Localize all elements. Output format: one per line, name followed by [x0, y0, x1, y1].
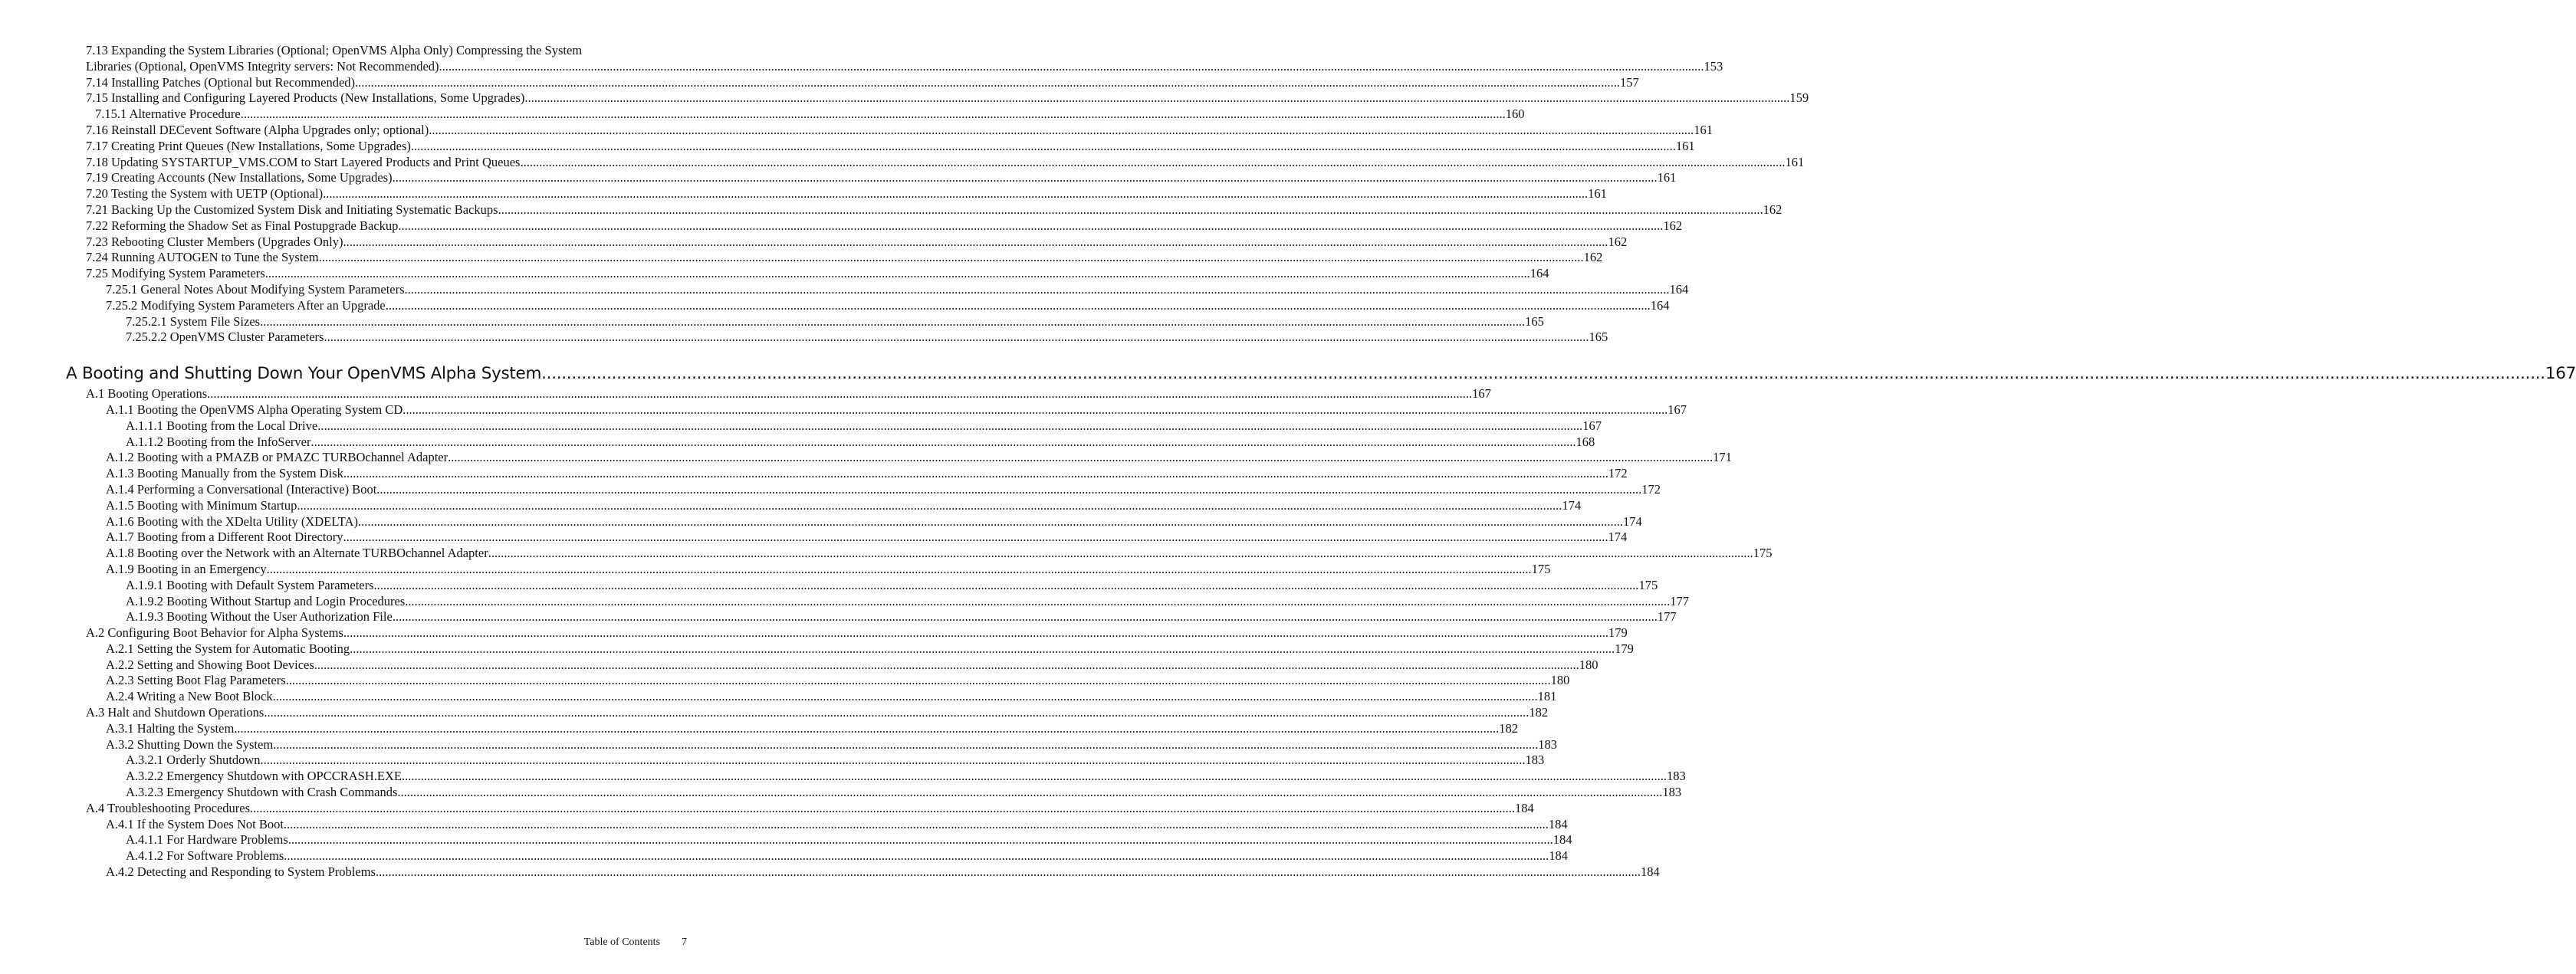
- toc-page-number: 161: [1694, 122, 1713, 137]
- toc-page-number: 184: [1552, 832, 1572, 848]
- toc-entry-text: 7.17 Creating Print Queues (New Installations, Some Upgrades): [86, 138, 411, 153]
- toc-entry[interactable]: [0, 800, 1534, 817]
- toc-page-number: 167: [1668, 402, 1687, 417]
- table-of-contents: [0, 43, 2576, 881]
- toc-page-number: 174: [1608, 530, 1628, 545]
- toc-entry-text: A.1.9.3 Booting Without the User Authorization File: [126, 609, 393, 625]
- toc-entry-text: 7.25.2.1 System File Sizes: [126, 313, 261, 329]
- toc-entry[interactable]: [0, 641, 1634, 658]
- toc-entry-text: A.3.2.3 Emergency Shutdown with Crash Commands: [126, 785, 398, 800]
- toc-chapter-heading[interactable]: [0, 362, 2576, 385]
- toc-entry[interactable]: [0, 418, 1602, 435]
- toc-entry-text: A.1.8 Booting over the Network with an Alternate TURBOchannel Adapter: [106, 546, 488, 561]
- toc-entry-text: A.2.1 Setting the System for Automatic Booting: [106, 641, 350, 656]
- toc-entry-text: A.1.6 Booting with the XDelta Utility (XDELTA): [106, 513, 358, 529]
- toc-entry[interactable]: [0, 266, 1549, 282]
- toc-page-number: 167: [1582, 418, 1602, 433]
- toc-entry-text: 7.13 Expanding the System Libraries (Optional; OpenVMS Alpha Only) Compressing the System: [86, 43, 583, 57]
- toc-entry-text: Libraries (Optional, OpenVMS Integrity servers: Not Recommended): [86, 58, 439, 74]
- toc-page-number: 162: [1663, 218, 1683, 233]
- toc-entry[interactable]: [0, 43, 731, 59]
- toc-page-number: 167: [2545, 364, 2576, 384]
- toc-entry[interactable]: [0, 546, 1773, 562]
- toc-entry-text: A.1.3 Booting Manually from the System Disk: [106, 466, 343, 481]
- toc-entry-text: A.2 Configuring Boot Behavior for Alpha Systems: [86, 625, 343, 641]
- toc-entry[interactable]: [0, 753, 1545, 769]
- toc-entry[interactable]: [0, 481, 1661, 498]
- toc-entry[interactable]: [0, 466, 1628, 482]
- toc-entry[interactable]: [0, 497, 1582, 514]
- toc-entry[interactable]: [0, 186, 1607, 202]
- toc-page-number: 183: [1525, 753, 1545, 768]
- toc-page-number: 184: [1548, 816, 1568, 831]
- toc-entry[interactable]: [0, 138, 1695, 155]
- toc-page-number: 172: [1641, 481, 1661, 497]
- footer-label: Table of Contents: [583, 936, 660, 948]
- toc-entry[interactable]: [0, 450, 1732, 466]
- toc-page-number: 177: [1657, 609, 1677, 625]
- toc-entry-text: 7.20 Testing the System with UETP (Optional): [86, 186, 324, 202]
- toc-page-number: 157: [1620, 74, 1639, 90]
- toc-entry-text: 7.16 Reinstall DECevent Software (Alpha Upgrades only; optional): [86, 122, 429, 137]
- toc-page-number: 182: [1529, 705, 1549, 720]
- toc-entry[interactable]: [0, 673, 1570, 689]
- toc-entry-text: A.1 Booting Operations: [86, 386, 208, 402]
- toc-page-number: 162: [1583, 250, 1603, 265]
- toc-page-number: 181: [1537, 689, 1557, 704]
- toc-entry-text: 7.19 Creating Accounts (New Installations, Some Upgrades): [86, 170, 393, 185]
- toc-entry[interactable]: [0, 736, 1557, 753]
- toc-entry-text: A.4.2 Detecting and Responding to System Problems: [106, 864, 376, 880]
- toc-entry[interactable]: [0, 816, 1568, 833]
- toc-page-number: 179: [1615, 641, 1634, 656]
- toc-entry-text: A.3.2.1 Orderly Shutdown: [126, 753, 261, 768]
- toc-entry[interactable]: [0, 154, 1805, 171]
- toc-entry[interactable]: [0, 513, 1642, 530]
- toc-page-number: 175: [1753, 546, 1773, 561]
- toc-page-number: 172: [1608, 466, 1628, 481]
- toc-entry[interactable]: [0, 769, 1686, 785]
- toc-entry-text: A.1.9.2 Booting Without Startup and Login Procedures: [126, 593, 406, 608]
- toc-entry-continuation[interactable]: [0, 58, 1723, 75]
- toc-page-number: 164: [1669, 281, 1689, 297]
- toc-page-number: 184: [1640, 864, 1660, 880]
- toc-page-number: 180: [1579, 657, 1598, 672]
- toc-page-number: 161: [1588, 186, 1607, 202]
- toc-page-number: 162: [1608, 234, 1628, 249]
- toc-entry[interactable]: [0, 848, 1568, 864]
- toc-page-number: 165: [1589, 330, 1608, 345]
- toc-page-number: 161: [1785, 154, 1805, 169]
- toc-page-number: 183: [1538, 736, 1557, 752]
- toc-page-number: 175: [1531, 561, 1551, 576]
- toc-entry[interactable]: [0, 864, 1660, 881]
- toc-entry-text: 7.14 Installing Patches (Optional but Recommended): [86, 74, 356, 90]
- toc-page-number: 159: [1789, 90, 1809, 106]
- toc-page-number: 182: [1499, 720, 1519, 736]
- toc-page-number: 161: [1675, 138, 1695, 153]
- toc-entry[interactable]: [0, 107, 1525, 123]
- toc-page-number: 184: [1549, 848, 1568, 864]
- footer-page-number: 7: [682, 936, 687, 948]
- toc-page-number: 153: [1704, 58, 1723, 74]
- toc-entry-text: A.1.1 Booting the OpenVMS Alpha Operating System CD: [106, 402, 403, 417]
- toc-entry[interactable]: [0, 250, 1603, 266]
- toc-entry-text: 7.22 Reforming the Shadow Set as Final Postupgrade Backup: [86, 218, 399, 233]
- toc-entry-text: 7.18 Updating SYSTARTUP_VMS.COM to Start Layered Products and Print Queues: [86, 154, 521, 169]
- toc-page-number: 179: [1608, 625, 1628, 641]
- toc-page-number: 174: [1622, 513, 1642, 529]
- toc-page-number: 177: [1670, 593, 1690, 608]
- toc-entry[interactable]: [0, 297, 1670, 314]
- toc-entry-text: A.4.1 If the System Does Not Boot: [106, 816, 284, 831]
- toc-entry[interactable]: [0, 74, 1639, 91]
- toc-entry-text: A.1.9.1 Booting with Default System Parameters: [126, 577, 374, 592]
- toc-page-number: 184: [1515, 800, 1534, 815]
- toc-entry-text: A.1.5 Booting with Minimum Startup: [106, 497, 297, 513]
- section-gap: [0, 346, 731, 362]
- toc-page-number: 183: [1666, 769, 1686, 784]
- toc-entry-text: 7.25.2 Modifying System Parameters After an Upgrade: [106, 297, 386, 313]
- toc-entry-text: 7.15.1 Alternative Procedure: [95, 107, 241, 122]
- toc-entry[interactable]: [0, 313, 1544, 330]
- page-footer: [584, 936, 687, 949]
- toc-entry[interactable]: [0, 402, 1687, 418]
- toc-page-number: 161: [1657, 170, 1677, 185]
- toc-entry-text: A.3.1 Halting the System: [106, 720, 235, 736]
- toc-page-number: 165: [1525, 313, 1544, 329]
- toc-entry-text: A.1.4 Performing a Conversational (Interactive) Boot: [106, 481, 377, 497]
- toc-entry[interactable]: [0, 689, 1557, 705]
- toc-entry[interactable]: [0, 202, 1783, 218]
- toc-entry-text: 7.24 Running AUTOGEN to Tune the System: [86, 250, 319, 265]
- toc-entry[interactable]: [0, 170, 1677, 186]
- toc-entry-text: A.1.9 Booting in an Emergency: [106, 561, 267, 576]
- toc-entry-text: A.3 Halt and Shutdown Operations: [86, 705, 264, 720]
- toc-entry[interactable]: [0, 609, 1677, 625]
- toc-page-number: 171: [1713, 450, 1732, 465]
- toc-entry[interactable]: [0, 234, 1628, 251]
- toc-entry-text: 7.25.1 General Notes About Modifying System Parameters: [106, 281, 405, 297]
- toc-entry[interactable]: [0, 577, 1658, 594]
- toc-entry-text: A.2.4 Writing a New Boot Block: [106, 689, 273, 704]
- toc-entry-text: A.1.2 Booting with a PMAZB or PMAZC TURBOchannel Adapter: [106, 450, 449, 465]
- toc-page-number: 160: [1505, 107, 1525, 122]
- toc-entry[interactable]: [0, 281, 1689, 298]
- toc-page-number: 164: [1650, 297, 1670, 313]
- toc-entry-text: 7.25 Modifying System Parameters: [86, 266, 265, 281]
- toc-entry-text: 7.23 Rebooting Cluster Members (Upgrades Only): [86, 234, 343, 249]
- toc-entry-text: 7.21 Backing Up the Customized System Disk and Initiating Systematic Backups: [86, 202, 498, 217]
- toc-entry[interactable]: [0, 530, 1628, 546]
- toc-page-number: 183: [1662, 785, 1682, 800]
- toc-page-number: 175: [1638, 577, 1658, 592]
- toc-entry[interactable]: [0, 434, 1595, 451]
- toc-page-number: 168: [1576, 434, 1595, 449]
- toc-entry[interactable]: [0, 785, 1682, 801]
- toc-entry-text: A.3.2 Shutting Down the System: [106, 736, 274, 752]
- toc-page-number: 164: [1530, 266, 1549, 281]
- toc-entry-text: A.4.1.1 For Hardware Problems: [126, 832, 288, 848]
- toc-entry-text: A.1.1.2 Booting from the InfoServer: [126, 434, 311, 449]
- toc-entry[interactable]: [0, 386, 1491, 402]
- toc-entry-text: A.2.2 Setting and Showing Boot Devices: [106, 657, 314, 672]
- toc-entry[interactable]: [0, 330, 1608, 346]
- toc-page-number: 167: [1472, 386, 1491, 402]
- toc-entry-text: A.4.1.2 For Software Problems: [126, 848, 284, 864]
- toc-entry-text: A.1.1.1 Booting from the Local Drive: [126, 418, 318, 433]
- toc-page-number: 162: [1763, 202, 1783, 217]
- toc-entry-text: 7.15 Installing and Configuring Layered Products (New Installations, Some Upgrades): [86, 90, 525, 106]
- toc-entry[interactable]: [0, 122, 1713, 139]
- toc-entry[interactable]: [0, 593, 1690, 610]
- toc-page-number: 180: [1550, 673, 1570, 688]
- toc-entry[interactable]: [0, 705, 1549, 721]
- toc-entry-text: 7.25.2.2 OpenVMS Cluster Parameters: [126, 330, 324, 345]
- toc-entry[interactable]: [0, 832, 1572, 848]
- toc-entry-text: A.4 Troubleshooting Procedures: [86, 800, 251, 815]
- toc-entry[interactable]: [0, 561, 1551, 578]
- toc-page-number: 174: [1562, 497, 1582, 513]
- toc-entry-text: A.1.7 Booting from a Different Root Directory: [106, 530, 343, 545]
- toc-chapter-text: A Booting and Shutting Down Your OpenVMS Alpha System: [66, 364, 542, 384]
- toc-entry[interactable]: [0, 625, 1628, 641]
- toc-entry-text: A.3.2.2 Emergency Shutdown with OPCCRASH.EXE: [126, 769, 402, 784]
- toc-entry[interactable]: [0, 218, 1683, 234]
- toc-entry[interactable]: [0, 720, 1519, 737]
- toc-entry[interactable]: [0, 90, 1809, 107]
- toc-entry-text: A.2.3 Setting Boot Flag Parameters: [106, 673, 286, 688]
- toc-entry[interactable]: [0, 657, 1598, 674]
